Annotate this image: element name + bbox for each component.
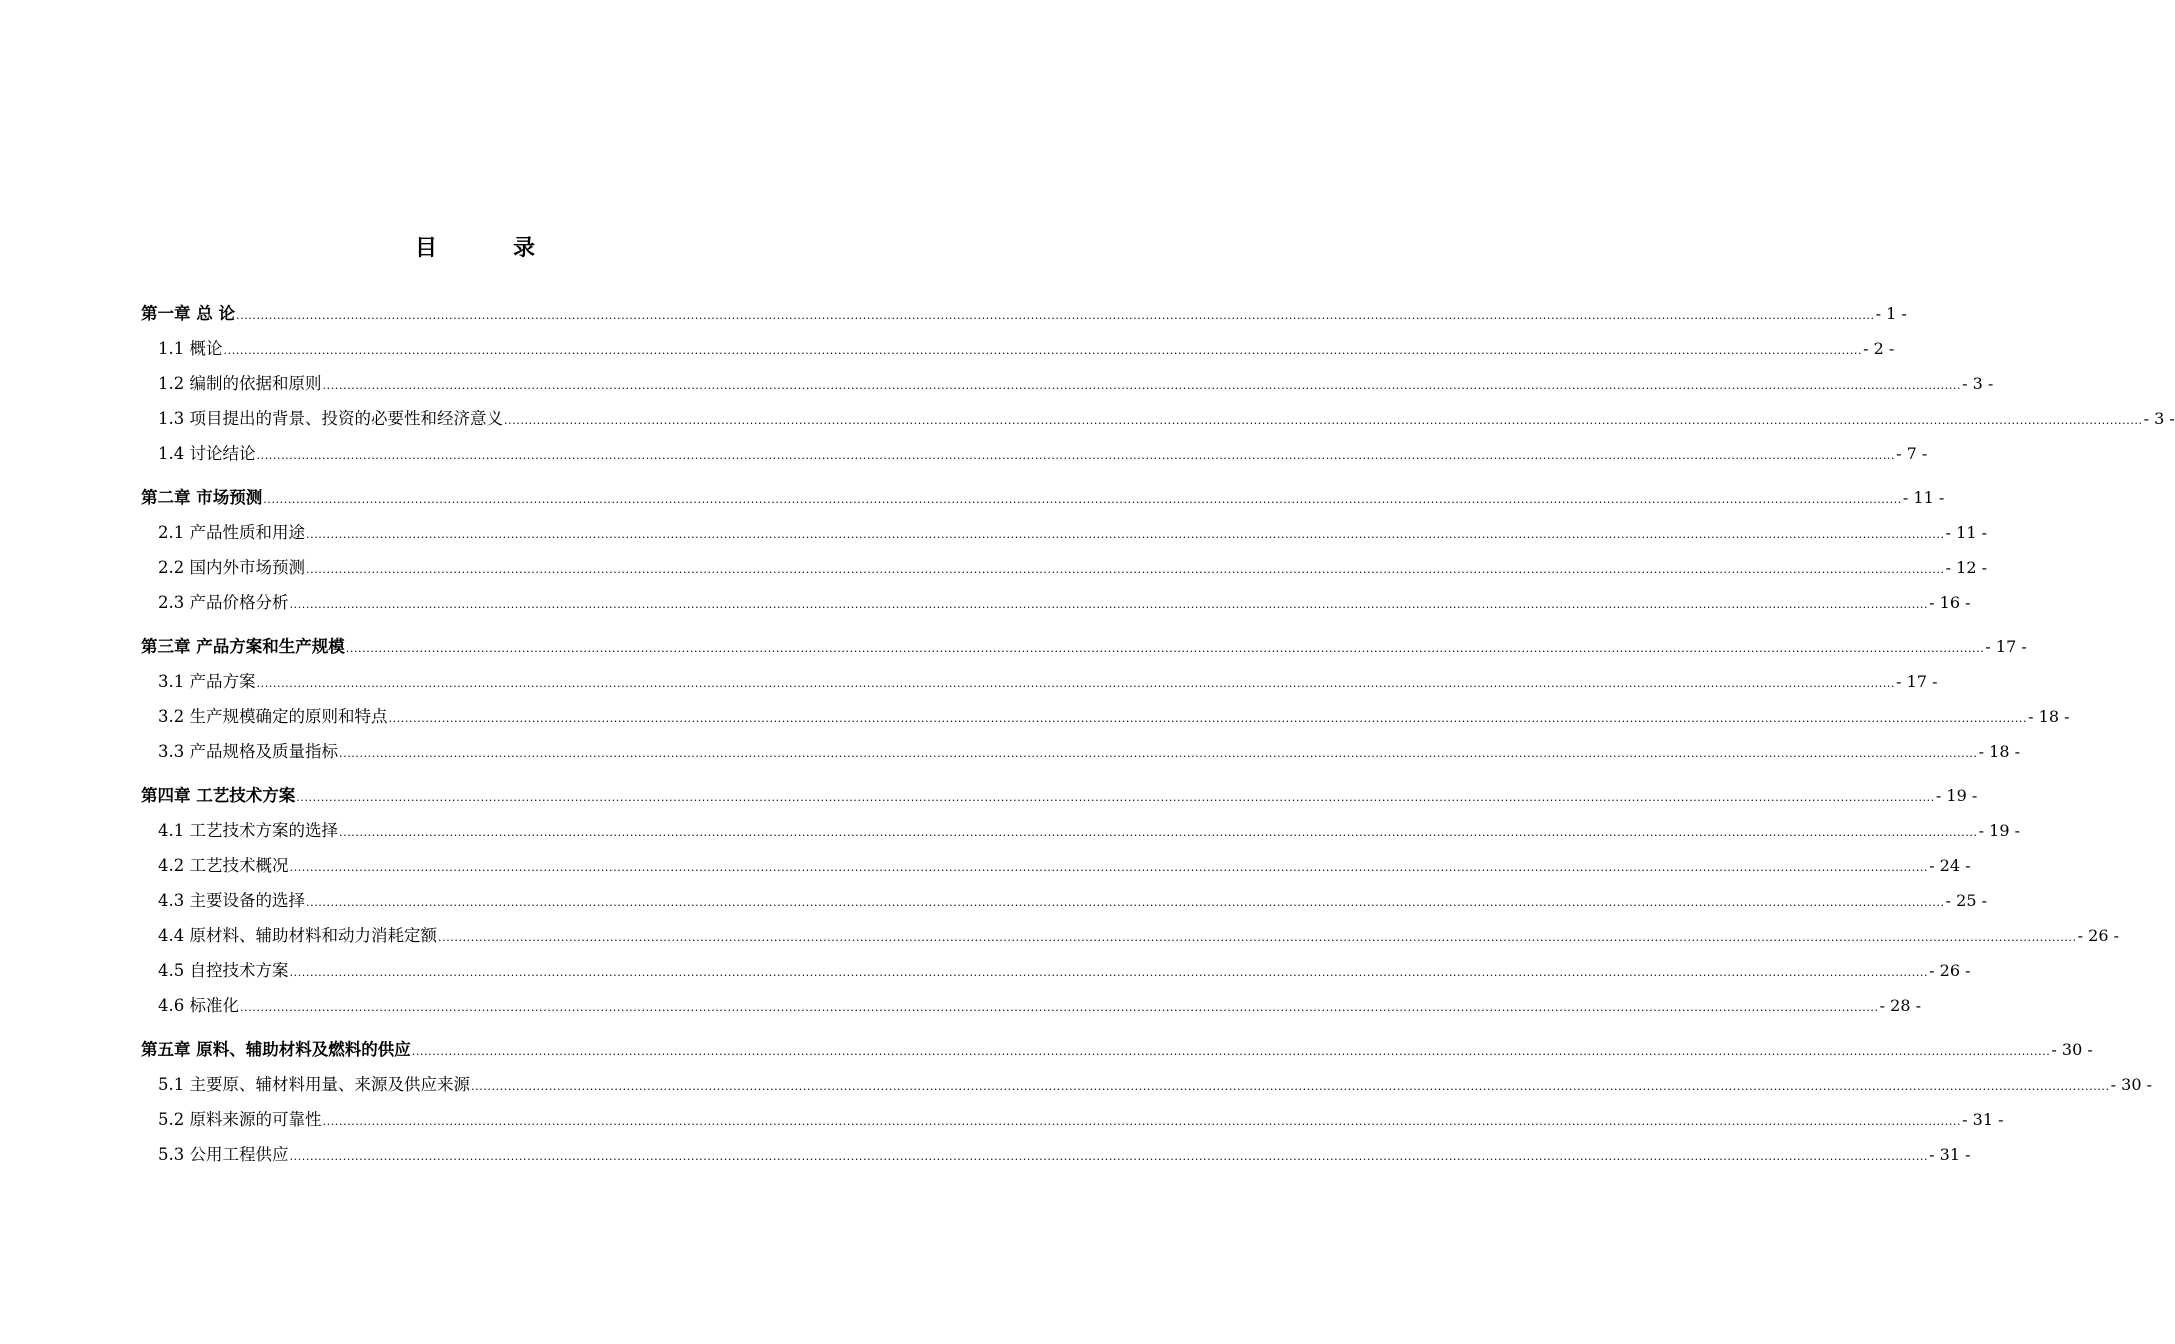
toc-dot-leader: ................................................................................................................................................................................................................................................................................................................................................................................................................ (411, 1045, 2051, 1058)
toc-section-entry[interactable] (141, 1067, 2152, 1102)
toc-entry-label: 2.3 产品价格分析 (158, 593, 289, 612)
toc-title-right: 录 (513, 236, 536, 261)
toc-dot-leader: ................................................................................................................................................................................................................................................................................................................................................................................................................ (339, 826, 1978, 839)
toc-section-entry[interactable] (141, 848, 1971, 883)
toc-section-entry[interactable] (141, 550, 1987, 585)
toc-section-entry[interactable] (141, 1102, 2004, 1137)
toc-chapter-entry[interactable] (141, 296, 1907, 331)
toc-page-number: - 24 - (1929, 856, 1971, 875)
toc-page-number: - 30 - (2110, 1075, 2152, 1094)
toc-dot-leader: ................................................................................................................................................................................................................................................................................................................................................................................................................ (289, 861, 1929, 874)
toc-entry-label: 4.2 工艺技术概况 (158, 856, 289, 875)
toc-page-number: - 31 - (1929, 1145, 1971, 1164)
toc-dot-leader: ................................................................................................................................................................................................................................................................................................................................................................................................................ (256, 677, 1896, 690)
toc-page-number: - 17 - (1896, 672, 1938, 691)
toc-dot-leader: ................................................................................................................................................................................................................................................................................................................................................................................................................ (296, 791, 1935, 804)
toc-section-entry[interactable] (141, 436, 1928, 471)
toc-page-number: - 18 - (2028, 707, 2070, 726)
toc-section-entry[interactable] (141, 953, 1971, 988)
toc-entry-label: 4.1 工艺技术方案的选择 (158, 821, 338, 840)
toc-chapter-entry[interactable] (141, 778, 1978, 813)
toc-entry-label: 第二章 市场预测 (141, 488, 263, 507)
toc-entry-label: 第一章 总 论 (141, 304, 235, 323)
toc-section-entry[interactable] (141, 918, 2119, 953)
toc-page-number: - 11 - (1902, 488, 1945, 507)
toc-page-number: - 12 - (1945, 558, 1987, 577)
toc-dot-leader: ................................................................................................................................................................................................................................................................................................................................................................................................................ (504, 414, 2143, 427)
toc-page-number: - 28 - (1879, 996, 1921, 1015)
toc-section-entry[interactable] (141, 1137, 1971, 1172)
toc-title (0, 232, 950, 266)
toc-page-number: - 18 - (1978, 742, 2020, 761)
toc-section-entry[interactable] (141, 515, 1987, 550)
toc-page-number: - 3 - (2143, 409, 2175, 428)
toc-page-number: - 7 - (1896, 444, 1928, 463)
toc-page-number: - 17 - (1985, 637, 2027, 656)
toc-dot-leader: ................................................................................................................................................................................................................................................................................................................................................................................................................ (306, 896, 1945, 909)
toc-dot-leader: ................................................................................................................................................................................................................................................................................................................................................................................................................ (306, 563, 1945, 576)
toc-dot-leader: ................................................................................................................................................................................................................................................................................................................................................................................................................ (322, 1115, 1962, 1128)
toc-chapter-entry[interactable] (141, 480, 1945, 515)
toc-entry-label: 1.3 项目提出的背景、投资的必要性和经济意义 (158, 409, 503, 428)
toc-entry-label: 2.2 国内外市场预测 (158, 558, 305, 577)
toc-title-left: 目 (414, 236, 437, 261)
toc-dot-leader: ................................................................................................................................................................................................................................................................................................................................................................................................................ (306, 528, 1945, 541)
toc-entry-label: 2.1 产品性质和用途 (158, 523, 305, 542)
toc-dot-leader: ................................................................................................................................................................................................................................................................................................................................................................................................................ (438, 931, 2077, 944)
toc-page-number: - 30 - (2051, 1040, 2093, 1059)
toc-page-number: - 26 - (2077, 926, 2119, 945)
toc-section-entry[interactable] (141, 734, 2020, 769)
toc-dot-leader: ................................................................................................................................................................................................................................................................................................................................................................................................................ (289, 598, 1929, 611)
toc-entry-label: 第四章 工艺技术方案 (141, 786, 296, 805)
toc-dot-leader: ................................................................................................................................................................................................................................................................................................................................................................................................................ (223, 344, 1863, 357)
toc-section-entry[interactable] (141, 664, 1938, 699)
toc-dot-leader: ................................................................................................................................................................................................................................................................................................................................................................................................................ (322, 379, 1962, 392)
toc-section-entry[interactable] (141, 585, 1971, 620)
toc-entry-label: 1.4 讨论结论 (158, 444, 256, 463)
toc-dot-leader: ................................................................................................................................................................................................................................................................................................................................................................................................................ (263, 493, 1902, 506)
toc-entry-label: 5.1 主要原、辅材料用量、来源及供应来源 (158, 1075, 470, 1094)
toc-dot-leader: ................................................................................................................................................................................................................................................................................................................................................................................................................ (240, 1001, 1879, 1014)
toc-entry-label: 3.2 生产规模确定的原则和特点 (158, 707, 388, 726)
table-of-contents (141, 296, 2175, 1172)
toc-entry-label: 4.6 标准化 (158, 996, 239, 1015)
toc-entry-label: 3.1 产品方案 (158, 672, 256, 691)
toc-dot-leader: ................................................................................................................................................................................................................................................................................................................................................................................................................ (471, 1080, 2110, 1093)
toc-dot-leader: ................................................................................................................................................................................................................................................................................................................................................................................................................ (236, 309, 1875, 322)
toc-page-number: - 19 - (1935, 786, 1978, 805)
toc-dot-leader: ................................................................................................................................................................................................................................................................................................................................................................................................................ (345, 642, 1985, 655)
toc-entry-label: 4.3 主要设备的选择 (158, 891, 305, 910)
toc-page-number: - 31 - (1962, 1110, 2004, 1129)
toc-entry-label: 4.4 原材料、辅助材料和动力消耗定额 (158, 926, 437, 945)
toc-dot-leader: ................................................................................................................................................................................................................................................................................................................................................................................................................ (388, 712, 2028, 725)
toc-chapter-entry[interactable] (141, 629, 2027, 664)
toc-entry-label: 5.2 原料来源的可靠性 (158, 1110, 322, 1129)
toc-page-number: - 16 - (1929, 593, 1971, 612)
toc-dot-leader: ................................................................................................................................................................................................................................................................................................................................................................................................................ (256, 449, 1896, 462)
toc-page-number: - 19 - (1978, 821, 2020, 840)
toc-page-number: - 25 - (1945, 891, 1987, 910)
toc-section-entry[interactable] (141, 331, 1895, 366)
toc-dot-leader: ................................................................................................................................................................................................................................................................................................................................................................................................................ (289, 966, 1929, 979)
toc-section-entry[interactable] (141, 401, 2175, 436)
toc-dot-leader: ................................................................................................................................................................................................................................................................................................................................................................................................................ (289, 1150, 1929, 1163)
toc-section-entry[interactable] (141, 883, 1987, 918)
toc-entry-label: 3.3 产品规格及质量指标 (158, 742, 338, 761)
toc-section-entry[interactable] (141, 366, 1994, 401)
toc-entry-label: 1.2 编制的依据和原则 (158, 374, 322, 393)
toc-page-number: - 3 - (1962, 374, 1994, 393)
toc-section-entry[interactable] (141, 813, 2020, 848)
toc-chapter-entry[interactable] (141, 1032, 2093, 1067)
toc-entry-label: 第五章 原料、辅助材料及燃料的供应 (141, 1040, 411, 1059)
toc-page-number: - 11 - (1945, 523, 1987, 542)
toc-entry-label: 第三章 产品方案和生产规模 (141, 637, 345, 656)
toc-page-number: - 1 - (1875, 304, 1907, 323)
toc-entry-label: 5.3 公用工程供应 (158, 1145, 289, 1164)
toc-section-entry[interactable] (141, 699, 2070, 734)
toc-section-entry[interactable] (141, 988, 1921, 1023)
toc-entry-label: 1.1 概论 (158, 339, 223, 358)
toc-page-number: - 26 - (1929, 961, 1971, 980)
toc-page-number: - 2 - (1863, 339, 1895, 358)
toc-dot-leader: ................................................................................................................................................................................................................................................................................................................................................................................................................ (339, 747, 1978, 760)
toc-entry-label: 4.5 自控技术方案 (158, 961, 289, 980)
